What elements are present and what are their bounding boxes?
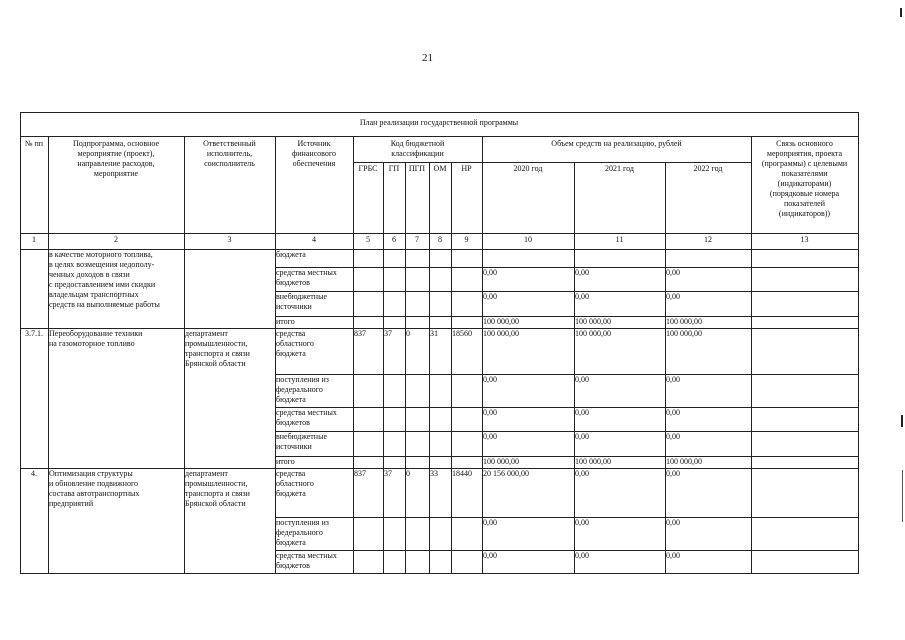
header-executor-line: исполнитель, bbox=[206, 149, 253, 158]
value-2020: 100 000,00 bbox=[483, 329, 519, 338]
table-rule bbox=[383, 162, 384, 574]
source-text-line: федерального bbox=[276, 385, 323, 394]
executor-text bbox=[184, 329, 275, 468]
source-text-line: бюджета bbox=[276, 538, 306, 547]
header-program-line: мероприятие bbox=[93, 169, 139, 178]
value-2020: 100 000,00 bbox=[483, 317, 519, 326]
value-2022: 0,00 bbox=[666, 469, 680, 478]
source-text bbox=[275, 518, 353, 550]
source-text-line: бюджетов bbox=[276, 561, 310, 570]
program-text bbox=[48, 250, 184, 328]
table-rule bbox=[451, 162, 452, 574]
header-code: ПГП bbox=[408, 164, 426, 173]
executor-text-line: промышленности, bbox=[185, 479, 248, 488]
table-rule bbox=[20, 112, 859, 113]
source-text-line: средства местных bbox=[276, 408, 337, 417]
source-text-line: поступления из bbox=[276, 518, 329, 527]
source-text-line: бюджета bbox=[276, 250, 306, 259]
column-number: 4 bbox=[312, 235, 316, 244]
header-link-line: показателями bbox=[781, 169, 828, 178]
source-text-line: средства местных bbox=[276, 268, 337, 277]
header-source-line: Источник bbox=[297, 139, 331, 148]
header-link-line: (индикаторов)) bbox=[778, 209, 831, 218]
source-text-line: поступления из bbox=[276, 375, 329, 384]
code-value: 33 bbox=[430, 469, 438, 478]
table-rule bbox=[482, 136, 483, 574]
program-text-line: на газомоторное топливо bbox=[49, 339, 135, 348]
column-number: 11 bbox=[615, 235, 624, 244]
program-text-line: и обновление подвижного bbox=[49, 479, 139, 488]
value-2021: 0,00 bbox=[575, 551, 589, 560]
table-rule bbox=[405, 162, 406, 574]
value-2021 bbox=[574, 250, 665, 267]
header-code-group bbox=[353, 139, 482, 164]
source-text-line: бюджета bbox=[276, 395, 306, 404]
table-rule bbox=[429, 162, 430, 574]
program-text-line: в целях возмещения недополу- bbox=[49, 260, 155, 269]
table-rule bbox=[353, 162, 752, 163]
value-2022: 100 000,00 bbox=[666, 329, 702, 338]
program-text-line: в качестве моторного топлива, bbox=[49, 250, 153, 259]
value-2022: 0,00 bbox=[666, 268, 680, 277]
value-2022 bbox=[665, 250, 751, 267]
source-text bbox=[275, 317, 353, 328]
value-2022: 0,00 bbox=[666, 408, 680, 417]
page-number: 21 bbox=[422, 52, 433, 64]
source-text-line: бюджета bbox=[276, 489, 306, 498]
header-code: ГП bbox=[388, 164, 400, 173]
header-link bbox=[751, 139, 858, 235]
value-2022: 0,00 bbox=[666, 375, 680, 384]
value-2020: 0,00 bbox=[483, 375, 497, 384]
header-code-group-line: классификации bbox=[391, 149, 444, 158]
code-value: 37 bbox=[384, 469, 392, 478]
header-year: 2021 год bbox=[605, 164, 634, 173]
column-number: 8 bbox=[438, 235, 442, 244]
source-text-line: бюджетов bbox=[276, 278, 310, 287]
value-2022: 0,00 bbox=[666, 551, 680, 560]
table-rule bbox=[20, 112, 21, 574]
column-number: 9 bbox=[464, 235, 469, 244]
source-text-line: внебюджетные bbox=[276, 432, 327, 441]
header-link-line: мероприятия, проекта bbox=[766, 149, 843, 158]
code-value: 18560 bbox=[452, 329, 472, 338]
program-text-line: средств на выполняемые работы bbox=[49, 300, 160, 309]
column-number: 7 bbox=[415, 235, 419, 244]
header-executor-line: соисполнитель bbox=[204, 159, 255, 168]
program-text bbox=[48, 329, 184, 468]
source-text-line: итого bbox=[276, 317, 295, 326]
value-2021: 0,00 bbox=[575, 292, 589, 301]
source-text bbox=[275, 551, 353, 573]
source-text bbox=[275, 408, 353, 431]
table-rule bbox=[665, 162, 666, 574]
source-text-line: источники bbox=[276, 302, 312, 311]
source-text-line: бюджета bbox=[276, 349, 306, 358]
value-2021: 0,00 bbox=[575, 518, 589, 527]
table-rule bbox=[751, 136, 752, 574]
code-value: 0 bbox=[406, 469, 410, 478]
value-2021: 100 000,00 bbox=[575, 457, 611, 466]
executor-text-line: Брянской области bbox=[185, 499, 246, 508]
program-text bbox=[48, 469, 184, 573]
header-link-line: (индикаторами) bbox=[777, 179, 832, 188]
program-text-line: с предоставлением ими скидки bbox=[49, 280, 156, 289]
source-text bbox=[275, 268, 353, 291]
table-rule bbox=[48, 136, 49, 574]
row-number: 3.7.1. bbox=[25, 329, 43, 338]
header-year: 2022 год bbox=[693, 164, 723, 173]
program-text-line: состава автотранспортных bbox=[49, 489, 140, 498]
column-number: 3 bbox=[227, 235, 232, 244]
program-text-line: владельцам транспортных bbox=[49, 290, 139, 299]
executor-text bbox=[184, 469, 275, 573]
table-rule bbox=[20, 249, 859, 250]
column-number: 6 bbox=[392, 235, 396, 244]
source-text-line: источники bbox=[276, 442, 312, 451]
header-source bbox=[275, 139, 353, 235]
code-value: 837 bbox=[354, 329, 366, 338]
value-2021: 0,00 bbox=[575, 469, 589, 478]
program-text-line: Оптимизация структуры bbox=[49, 469, 133, 478]
value-2020: 0,00 bbox=[483, 408, 497, 417]
table-rule bbox=[20, 233, 859, 234]
value-2022: 0,00 bbox=[666, 518, 680, 527]
value-2021: 100 000,00 bbox=[575, 329, 611, 338]
executor-text-line: транспорта и связи bbox=[185, 489, 250, 498]
table-rule bbox=[858, 112, 859, 574]
header-source-line: финансового bbox=[292, 149, 336, 158]
value-2022: 0,00 bbox=[666, 292, 680, 301]
column-number: 12 bbox=[704, 235, 712, 244]
value-2021: 0,00 bbox=[575, 408, 589, 417]
source-text-line: областного bbox=[276, 479, 314, 488]
row-number: 4. bbox=[31, 469, 37, 478]
value-2020: 0,00 bbox=[483, 292, 497, 301]
header-link-line: Связь основного bbox=[776, 139, 833, 148]
source-text bbox=[275, 292, 353, 316]
source-text-line: средства bbox=[276, 469, 306, 478]
header-code: ГРБС bbox=[358, 164, 378, 173]
header-volume-group: Объем средств на реализацию, рублей bbox=[551, 139, 682, 148]
table-rule bbox=[574, 162, 575, 574]
source-text-line: областного bbox=[276, 339, 314, 348]
value-2022: 100 000,00 bbox=[666, 317, 702, 326]
table-rule bbox=[275, 136, 276, 574]
header-link-line: (программы) с целевыми bbox=[761, 159, 848, 168]
value-2020 bbox=[482, 250, 574, 267]
source-text bbox=[275, 375, 353, 407]
value-2020: 0,00 bbox=[483, 551, 497, 560]
program-text-line: ченных доходов в связи bbox=[49, 270, 130, 279]
code-value: 31 bbox=[430, 329, 438, 338]
header-num: № пп bbox=[24, 139, 44, 148]
value-2020: 0,00 bbox=[483, 518, 497, 527]
header-program bbox=[48, 139, 184, 235]
header-code: НР bbox=[461, 164, 472, 173]
value-2020: 0,00 bbox=[483, 268, 497, 277]
source-text-line: средства bbox=[276, 329, 306, 338]
column-number: 2 bbox=[114, 235, 118, 244]
header-program-line: мероприятие (проект), bbox=[77, 149, 155, 158]
value-2020: 0,00 bbox=[483, 432, 497, 441]
executor-text-line: департамент bbox=[185, 469, 228, 478]
executor-text-line: транспорта и связи bbox=[185, 349, 250, 358]
column-number: 13 bbox=[800, 235, 809, 244]
value-2021: 100 000,00 bbox=[575, 317, 611, 326]
value-2021: 0,00 bbox=[575, 375, 589, 384]
value-2021: 0,00 bbox=[575, 432, 589, 441]
code-value: 37 bbox=[384, 329, 392, 338]
executor-text-line: промышленности, bbox=[185, 339, 248, 348]
column-number: 1 bbox=[32, 235, 36, 244]
header-executor bbox=[184, 139, 275, 235]
header-executor-line: Ответственный bbox=[203, 139, 256, 148]
source-text-line: итого bbox=[276, 457, 295, 466]
header-link-line: (порядковые номера bbox=[769, 189, 840, 198]
table-rule bbox=[20, 573, 859, 574]
executor-text-line: департамент bbox=[185, 329, 228, 338]
source-text bbox=[275, 457, 353, 468]
code-value: 0 bbox=[406, 329, 410, 338]
executor-text-line: Брянской области bbox=[185, 359, 246, 368]
source-text bbox=[275, 432, 353, 456]
source-text bbox=[275, 469, 353, 517]
program-text-line: Переоборудование техники bbox=[49, 329, 143, 338]
header-source-line: обеспечения bbox=[292, 159, 336, 168]
header-year: 2020 год bbox=[513, 164, 543, 173]
table-caption: План реализации государственной программы bbox=[359, 118, 519, 127]
source-text-line: внебюджетные bbox=[276, 292, 327, 301]
source-text-line: федерального bbox=[276, 528, 323, 537]
source-text-line: средства местных bbox=[276, 551, 337, 560]
value-2020: 20 156 000,00 bbox=[483, 469, 529, 478]
column-number: 10 bbox=[524, 235, 532, 244]
value-2022: 0,00 bbox=[666, 432, 680, 441]
table-rule bbox=[184, 136, 185, 574]
source-text bbox=[275, 250, 353, 267]
header-code: ОМ bbox=[433, 164, 447, 173]
value-2020: 100 000,00 bbox=[483, 457, 519, 466]
header-program-line: направление расходов, bbox=[77, 159, 155, 168]
source-text-line: бюджетов bbox=[276, 418, 310, 427]
header-code-group-line: Код бюджетной bbox=[390, 139, 445, 148]
header-program-line: Подпрограмма, основное bbox=[72, 139, 160, 148]
program-text-line: предприятий bbox=[49, 499, 94, 508]
value-2021: 0,00 bbox=[575, 268, 589, 277]
code-value: 18440 bbox=[452, 469, 472, 478]
header-link-line: показателей bbox=[784, 199, 825, 208]
source-text bbox=[275, 329, 353, 374]
table-rule bbox=[353, 136, 354, 574]
column-number: 5 bbox=[366, 235, 370, 244]
value-2022: 100 000,00 bbox=[666, 457, 702, 466]
table-rule bbox=[20, 136, 859, 137]
code-value: 837 bbox=[354, 469, 366, 478]
